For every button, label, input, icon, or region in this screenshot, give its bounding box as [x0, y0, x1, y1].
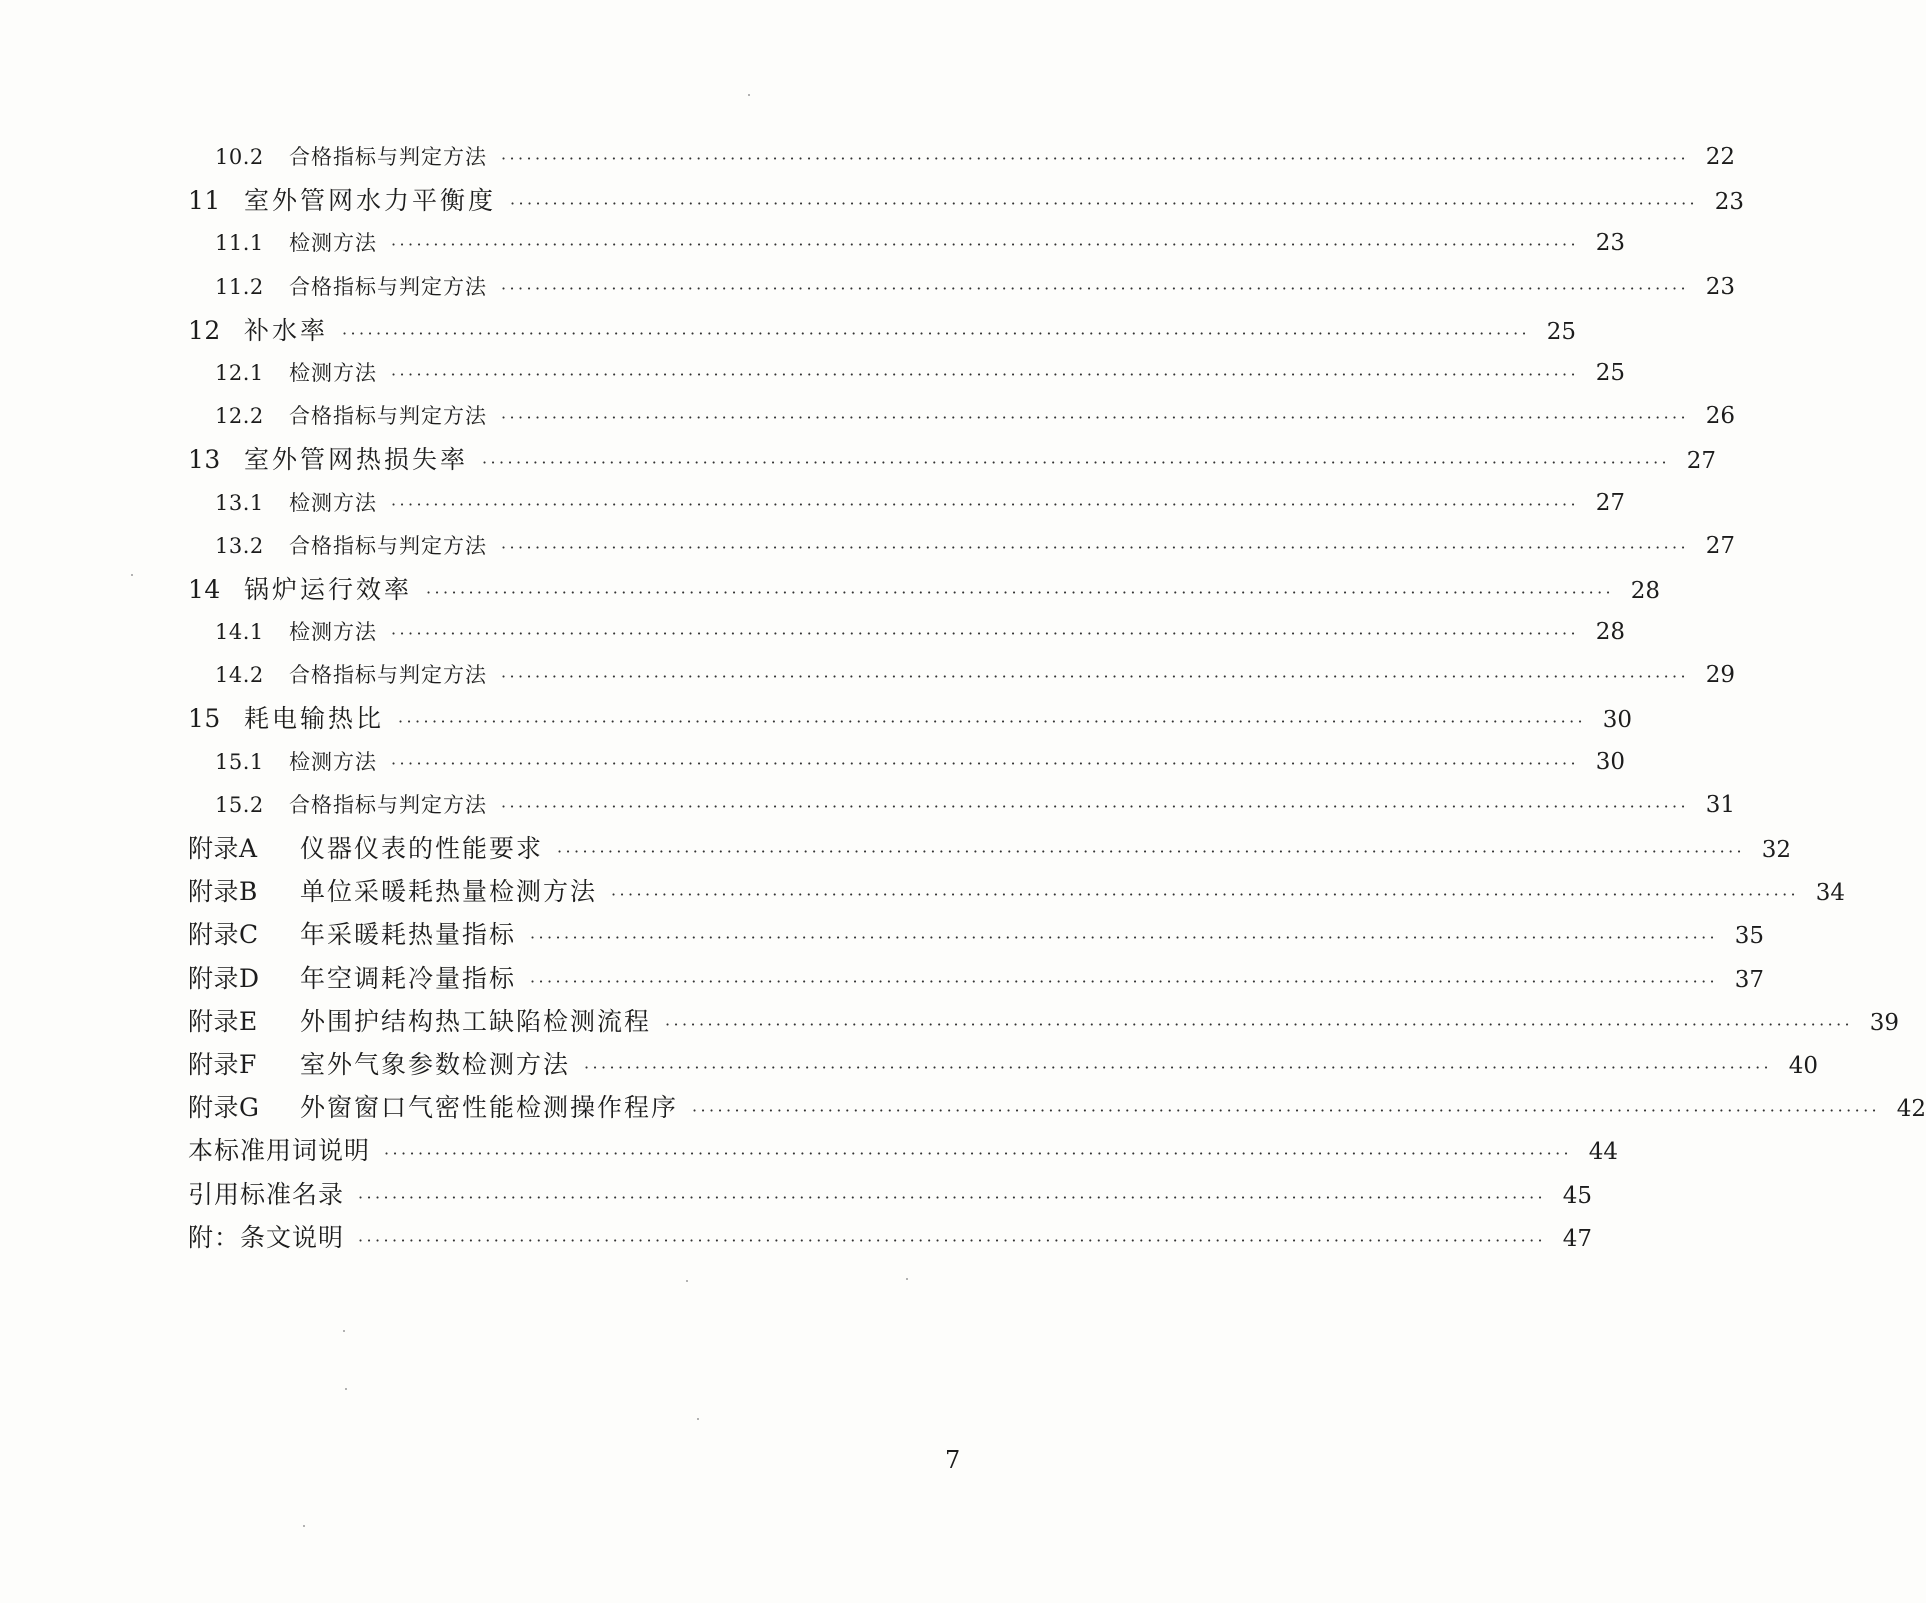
toc-entry-title: 锅炉运行效率 — [244, 574, 413, 604]
toc-entry-title: 检测方法 — [289, 490, 377, 515]
toc-entry — [188, 697, 1633, 740]
toc-entry-number: 附录G — [188, 1093, 260, 1123]
toc-entry-title: 耗电输热比 — [244, 704, 385, 734]
toc-entry-page: 35 — [1734, 923, 1765, 950]
toc-entry — [188, 525, 1736, 568]
toc-leader-dots: ············································································································································ — [530, 928, 1719, 948]
toc-entry-title: 检测方法 — [289, 360, 377, 385]
toc-entry-number: 11.1 — [215, 231, 264, 256]
toc-entry-page: 45 — [1562, 1182, 1593, 1209]
toc-entry-number: 附录E — [188, 1006, 258, 1036]
toc-entry-page: 30 — [1602, 707, 1633, 734]
toc-leader-dots: ············································································································································ — [501, 537, 1690, 557]
toc-entry-page: 31 — [1705, 791, 1736, 818]
toc-entry-number: 15 — [188, 704, 221, 734]
toc-entry — [188, 913, 1765, 956]
toc-entry-number: 附录C — [188, 920, 259, 950]
toc-entry — [188, 741, 1626, 784]
toc-entry-page: 27 — [1595, 489, 1626, 516]
toc-entry — [188, 266, 1736, 309]
toc-entry — [188, 1129, 1619, 1172]
toc-entry-title: 仪器仪表的性能要求 — [300, 834, 544, 863]
toc-entry-title: 合格指标与判定方法 — [289, 404, 487, 429]
toc-entry — [188, 309, 1577, 352]
toc-entry-number: 15.1 — [215, 749, 264, 774]
toc-leader-dots: ············································································································································ — [501, 278, 1690, 298]
page-number: 7 — [945, 1446, 961, 1474]
toc-entry-page: 23 — [1705, 273, 1736, 300]
toc-entry-title: 引用标准名录 — [188, 1179, 345, 1209]
toc-entry-title: 年采暖耗热量指标 — [300, 920, 517, 950]
toc-leader-dots: ············································································································································ — [482, 453, 1671, 473]
toc-entry-number: 附录B — [188, 877, 258, 907]
table-of-contents — [188, 136, 1926, 1259]
toc-entry — [188, 136, 1736, 179]
toc-entry — [188, 1043, 1819, 1086]
toc-leader-dots: ············································································································································ — [391, 624, 1580, 644]
toc-entry-title: 外窗窗口气密性能检测操作程序 — [300, 1093, 679, 1123]
toc-entry-title: 室外气象参数检测方法 — [300, 1049, 571, 1079]
toc-entry-page: 40 — [1788, 1052, 1819, 1079]
toc-leader-dots: ············································································································································ — [510, 194, 1699, 214]
toc-leader-dots: ············································································································································ — [426, 582, 1615, 602]
toc-entry-page: 25 — [1595, 359, 1626, 386]
toc-entry-title: 检测方法 — [289, 620, 377, 645]
scan-speck — [906, 1278, 908, 1280]
toc-entry-page: 29 — [1705, 662, 1736, 689]
toc-leader-dots: ············································································································································ — [501, 149, 1690, 168]
toc-entry — [188, 827, 1792, 870]
toc-entry — [188, 1216, 1593, 1259]
toc-entry-page: 30 — [1595, 748, 1626, 775]
toc-entry-title: 合格指标与判定方法 — [289, 533, 487, 558]
toc-leader-dots: ············································································································································ — [342, 323, 1531, 343]
toc-leader-dots: ············································································································································ — [384, 1144, 1573, 1164]
toc-entry-page: 28 — [1630, 577, 1661, 604]
toc-entry — [188, 438, 1717, 481]
toc-entry-number: 12.2 — [215, 404, 264, 429]
toc-entry-number: 15.2 — [215, 792, 264, 817]
toc-entry-title: 合格指标与判定方法 — [289, 792, 487, 817]
toc-entry — [188, 957, 1765, 1000]
toc-entry-number: 附录A — [188, 834, 258, 863]
toc-entry-page: 44 — [1588, 1139, 1619, 1166]
toc-entry-page: 23 — [1714, 189, 1745, 216]
toc-leader-dots: ············································································································································ — [391, 235, 1580, 255]
toc-entry-number: 13 — [188, 445, 221, 475]
toc-leader-dots: ············································································································································ — [501, 667, 1690, 687]
toc-entry — [188, 568, 1661, 611]
toc-entry — [188, 1086, 1926, 1129]
toc-leader-dots: ············································································································································ — [398, 712, 1587, 732]
toc-entry-title: 合格指标与判定方法 — [289, 663, 487, 688]
toc-entry — [188, 654, 1736, 697]
toc-entry-title: 本标准用词说明 — [188, 1136, 371, 1166]
toc-entry-number: 12 — [188, 315, 221, 345]
toc-entry-title: 年空调耗冷量指标 — [300, 963, 517, 993]
toc-entry-page: 23 — [1595, 230, 1626, 257]
toc-entry — [188, 352, 1626, 395]
toc-leader-dots: ············································································································································ — [692, 1101, 1881, 1121]
toc-entry-page: 27 — [1705, 532, 1736, 559]
toc-entry-number: 14.2 — [215, 663, 264, 688]
toc-entry-title: 合格指标与判定方法 — [289, 274, 487, 299]
toc-entry-page: 34 — [1815, 880, 1846, 907]
toc-entry-number: 11 — [188, 186, 221, 216]
toc-entry-title: 附：条文说明 — [188, 1222, 345, 1252]
toc-leader-dots: ············································································································································ — [611, 885, 1800, 905]
toc-entry-number: 14 — [188, 574, 221, 604]
scan-speck — [748, 94, 750, 96]
toc-entry-title: 补水率 — [244, 315, 329, 345]
toc-entry-page: 28 — [1595, 619, 1626, 646]
toc-leader-dots: ············································································································································ — [501, 796, 1690, 816]
toc-entry-number: 附录F — [188, 1049, 257, 1079]
toc-entry — [188, 784, 1736, 827]
toc-leader-dots: ············································································································································ — [665, 1014, 1854, 1034]
toc-entry-title: 室外管网水力平衡度 — [244, 186, 497, 216]
toc-leader-dots: ············································································································································ — [557, 842, 1746, 861]
toc-leader-dots: ············································································································································ — [358, 1187, 1547, 1207]
toc-entry-page: 27 — [1686, 448, 1717, 475]
toc-leader-dots: ············································································································································ — [391, 753, 1580, 773]
toc-entry — [188, 870, 1846, 913]
toc-entry-page: 39 — [1869, 1009, 1900, 1036]
toc-entry-title: 检测方法 — [289, 749, 377, 774]
toc-entry-page: 25 — [1546, 318, 1577, 345]
toc-entry — [188, 222, 1626, 265]
toc-entry-number: 12.1 — [215, 360, 264, 385]
toc-entry-title: 外围护结构热工缺陷检测流程 — [300, 1006, 652, 1036]
toc-leader-dots: ············································································································································ — [584, 1057, 1773, 1077]
scan-speck — [345, 1388, 347, 1390]
toc-leader-dots: ············································································································································ — [358, 1230, 1547, 1250]
toc-entry-number: 附录D — [188, 963, 260, 993]
toc-entry — [188, 1173, 1593, 1216]
toc-entry-number: 13.1 — [215, 490, 264, 515]
toc-entry-number: 10.2 — [215, 145, 264, 169]
scan-speck — [303, 1525, 305, 1527]
toc-entry-number: 14.1 — [215, 620, 264, 645]
toc-entry-page: 26 — [1705, 403, 1736, 430]
toc-leader-dots: ············································································································································ — [391, 364, 1580, 384]
toc-entry-page: 37 — [1734, 966, 1765, 993]
scan-speck — [131, 574, 133, 576]
toc-entry — [188, 1000, 1900, 1043]
toc-entry-title: 室外管网热损失率 — [244, 445, 469, 475]
toc-entry-title: 单位采暖耗热量检测方法 — [300, 877, 598, 907]
toc-entry-page: 47 — [1562, 1225, 1593, 1252]
toc-entry — [188, 611, 1626, 654]
toc-entry — [188, 482, 1626, 525]
toc-entry-page: 22 — [1705, 144, 1736, 170]
toc-entry — [188, 179, 1745, 222]
toc-entry-title: 合格指标与判定方法 — [289, 145, 487, 169]
toc-leader-dots: ············································································································································ — [501, 408, 1690, 428]
toc-entry-title: 检测方法 — [289, 231, 377, 256]
toc-leader-dots: ············································································································································ — [530, 971, 1719, 991]
toc-entry-page: 42 — [1896, 1096, 1926, 1123]
scan-speck — [343, 1330, 345, 1332]
toc-entry-number: 13.2 — [215, 533, 264, 558]
scan-speck — [697, 1418, 699, 1420]
scan-speck — [686, 1280, 688, 1282]
toc-entry — [188, 395, 1736, 438]
toc-leader-dots: ············································································································································ — [391, 494, 1580, 514]
toc-entry-number: 11.2 — [215, 274, 264, 299]
toc-entry-page: 32 — [1761, 837, 1792, 863]
